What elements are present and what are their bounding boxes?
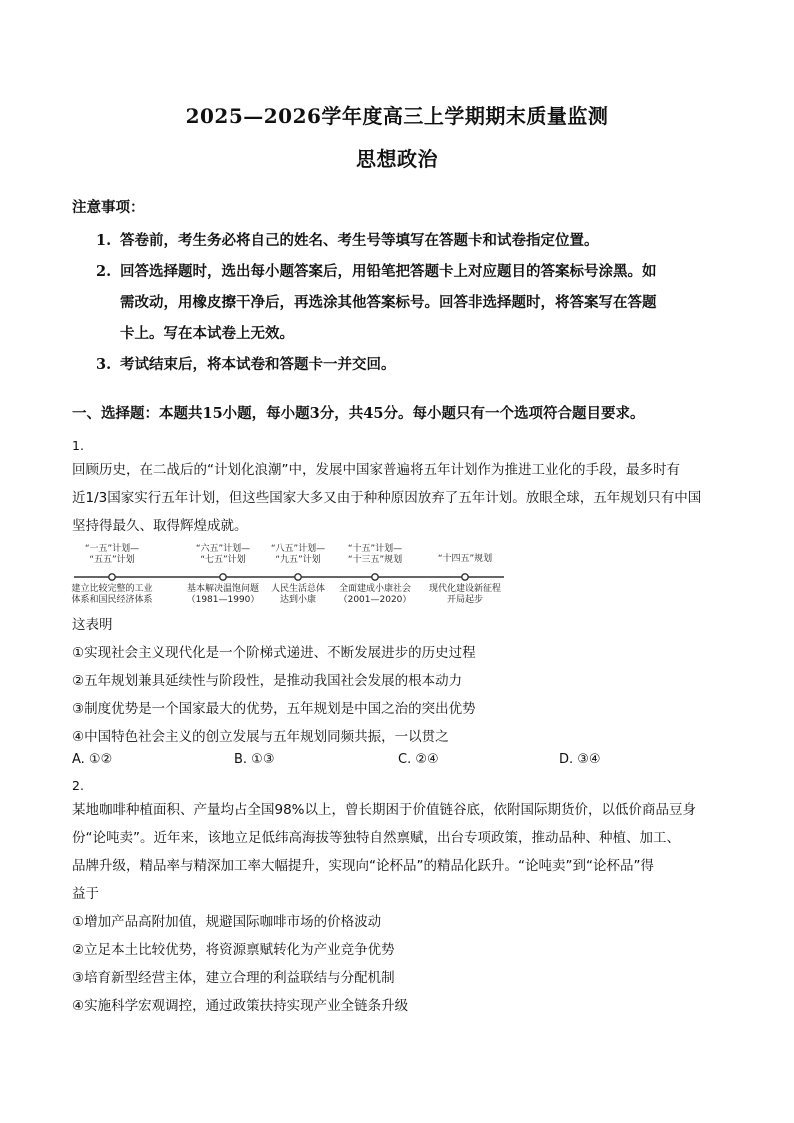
notice-heading: 注意事项： <box>72 199 145 216</box>
notice-item-text: 卡上。写在本试卷上无效。 <box>120 325 294 342</box>
statement-1: ①实现社会主义现代化是一个阶梯式递进、不断发展进步的历史过程 <box>72 645 476 661</box>
option-d[interactable]: D. ③④ <box>559 752 601 767</box>
timeline-node-4 <box>372 574 378 580</box>
subject-title: 思想政治 <box>356 147 438 171</box>
plan-label-line: “十五”计划— <box>347 544 403 554</box>
option-c[interactable]: C. ②④ <box>398 752 439 767</box>
exam-title: 2025—2026学年度高三上学期期末质量监测 <box>185 104 609 128</box>
statement-4: ④中国特色社会主义的创立发展与五年规划同频共振，一以贯之 <box>72 729 449 745</box>
timeline-plan-label-4 <box>330 544 420 566</box>
achievement-line: 体系和国民经济体系 <box>71 595 153 605</box>
statement-2: ②立足本土比较优势，将资源禀赋转化为产业竞争优势 <box>72 942 395 958</box>
notice-item-text: 答卷前，考生务必将自己的姓名、考生号等填写在答题卡和试卷指定位置。 <box>120 232 599 249</box>
achievement-line: （1981—1990） <box>186 595 260 605</box>
notice-item-3 <box>96 349 722 380</box>
timeline-achievement-5 <box>420 584 510 606</box>
question-stem-line: 某地咖啡种植面积、产量均占全国98%以上，曾长期困于价值链谷底，依附国际期货价，以低价商品豆身 <box>72 802 697 818</box>
achievement-line: 达到小康 <box>279 595 316 605</box>
plan-label-line: “五五”计划 <box>89 555 135 565</box>
notice-item-number: 3. <box>96 356 112 373</box>
timeline-node-1 <box>109 574 115 580</box>
timeline-plan-label-1 <box>67 544 157 566</box>
achievement-line: 全面建成小康社会 <box>338 584 411 594</box>
question-2 <box>72 776 724 1020</box>
timeline-node-5 <box>462 574 468 580</box>
statement-3: ③制度优势是一个国家最大的优势，五年规划是中国之治的突出优势 <box>72 701 476 717</box>
question-1-options <box>72 752 724 776</box>
achievement-line: 基本解决温饱问题 <box>186 584 259 594</box>
section-heading: 一、选择题：本题共15小题，每小题3分，共45分。每小题只有一个选项符合题目要求。 <box>72 405 645 422</box>
plan-label-line: “六五”计划— <box>195 544 251 554</box>
plan-label-line: “九五”计划 <box>275 555 321 565</box>
plan-label-line: “十三五”规划 <box>347 555 403 565</box>
five-year-plan-timeline <box>72 542 506 610</box>
question-stem-line: 益于 <box>72 886 99 902</box>
question-stem-line: 坚持得最久、取得辉煌成就。 <box>72 518 248 534</box>
question-stem-line: 份“论吨卖”。近年来，该地立足低纬高海拔等独特自然禀赋，出台专项政策，推动品种、种植、加工、 <box>72 830 680 846</box>
statement-4: ④实施科学宏观调控，通过政策扶持实现产业全链条升级 <box>72 998 409 1014</box>
question-stem-line: 品牌升级，精品率与精深加工率大幅提升，实现向“论杯品”的精品化跃升。“论吨卖”到“论杯品”得 <box>72 858 654 874</box>
achievement-line: 开局起步 <box>446 595 483 605</box>
question-number: 1. <box>72 438 84 453</box>
notice-item-1 <box>96 225 722 256</box>
option-b[interactable]: B. ①③ <box>234 752 275 767</box>
timeline-node-2 <box>220 574 226 580</box>
question-lead: 这表明 <box>72 617 113 633</box>
statement-3: ③培育新型经营主体，建立合理的利益联结与分配机制 <box>72 970 395 986</box>
question-stem-line: 近1/3国家实行五年计划，但这些国家大多又由于种种原因放弃了五年计划。放眼全球，五年规划只有中国 <box>72 490 702 506</box>
notice-item-number: 1. <box>96 232 112 249</box>
notice-item-text: 需改动，用橡皮擦干净后，再选涂其他答案标号。回答非选择题时，将答案写在答题 <box>120 294 657 311</box>
question-stem-line: 回顾历史，在二战后的“计划化浪潮”中，发展中国家普遍将五年计划作为推进工业化的手段，最多时有 <box>72 462 680 478</box>
notice-item-number: 2. <box>96 263 112 280</box>
timeline-achievement-4 <box>330 584 420 606</box>
achievement-line: （2001—2020） <box>338 595 412 605</box>
statement-1: ①增加产品高附加值，规避国际咖啡市场的价格波动 <box>72 914 382 930</box>
plan-label-line: “八五”计划— <box>270 544 326 554</box>
notice-item-text: 考试结束后，将本试卷和答题卡一并交回。 <box>120 356 396 373</box>
question-1 <box>72 436 724 540</box>
question-number: 2. <box>72 778 84 793</box>
timeline-achievement-1 <box>67 584 157 606</box>
question-1-statements <box>72 611 724 751</box>
plan-label-line: “十四五”规划 <box>437 554 493 564</box>
notice-item-2 <box>96 256 722 349</box>
timeline-plan-label-5 <box>420 554 510 565</box>
achievement-line: 建立比较完整的工业 <box>71 584 153 594</box>
notice-item-text: 回答选择题时，选出每小题答案后，用铅笔把答题卡上对应题目的答案标号涂黑。如 <box>120 263 657 280</box>
timeline-node-3 <box>295 574 301 580</box>
plan-label-line: “一五”计划— <box>84 544 140 554</box>
achievement-line: 现代化建设新征程 <box>428 584 501 594</box>
plan-label-line: “七五”计划 <box>200 555 246 565</box>
option-a[interactable]: A. ①② <box>72 752 113 767</box>
statement-2: ②五年规划兼具延续性与阶段性，是推动我国社会发展的根本动力 <box>72 673 463 689</box>
achievement-line: 人民生活总体 <box>270 584 325 594</box>
